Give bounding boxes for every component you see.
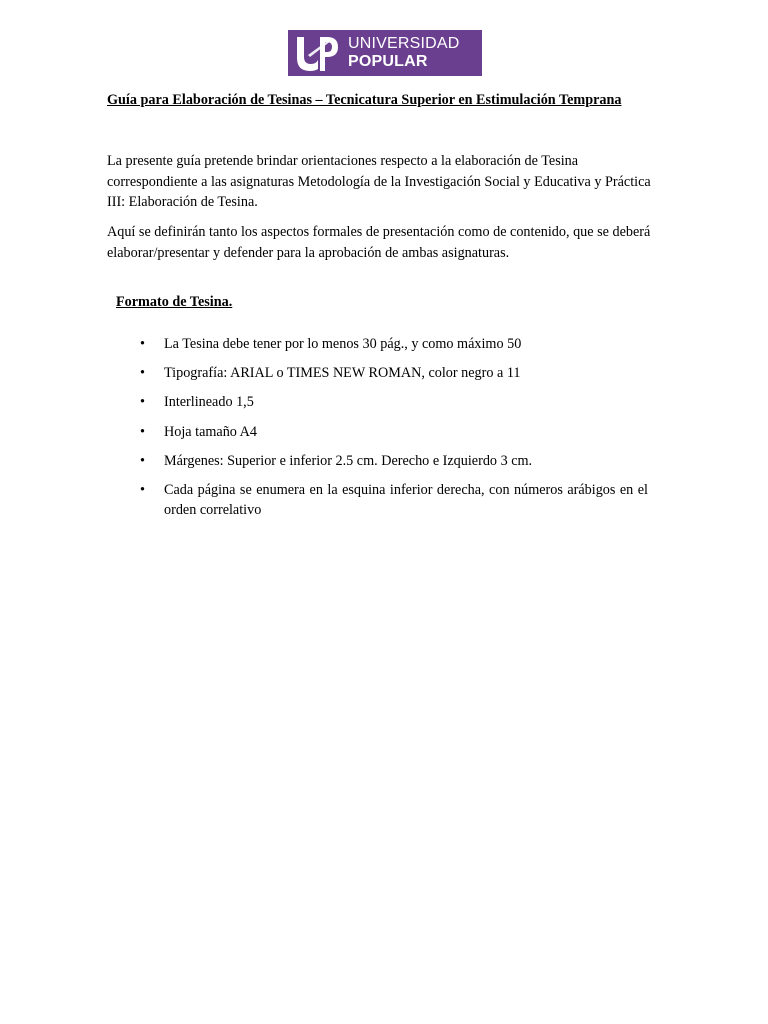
bullet-icon: • — [140, 365, 145, 382]
list-item — [136, 392, 648, 413]
list-item — [136, 422, 648, 443]
list-item-text: Hoja tamaño A4 — [164, 423, 257, 440]
university-logo — [288, 30, 482, 76]
logo-line-universidad: UNIVERSIDAD — [348, 35, 460, 52]
list-item-text: Interlineado 1,5 — [164, 394, 254, 411]
document-title: Guía para Elaboración de Tesinas – Tecnicatura Superior en Estimulación Temprana — [107, 92, 622, 108]
logo-line-popular: POPULAR — [348, 53, 428, 70]
list-item-text: Cada página se enumera en la esquina inferior derecha, con números arábigos en el orden correlativo — [164, 481, 648, 519]
list-item-text: Tipografía: ARIAL o TIMES NEW ROMAN, color negro a 11 — [164, 365, 521, 382]
list-item-text: Márgenes: Superior e inferior 2.5 cm. Derecho e Izquierdo 3 cm. — [164, 452, 533, 469]
bullet-icon: • — [140, 452, 145, 469]
bullet-icon: • — [140, 481, 145, 498]
logo-wordmark — [348, 36, 460, 70]
intro-paragraph: La presente guía pretende brindar orientaciones respecto a la elaboración de Tesina correspondiente a las asignaturas Metodología de la Investigación Social y Educativa y Práctica III: Elaboración de Tesina. — [107, 153, 651, 210]
list-item — [136, 363, 648, 384]
bullet-icon: • — [140, 423, 145, 440]
list-item — [136, 451, 648, 472]
list-item-text: La Tesina debe tener por lo menos 30 pág., y como máximo 50 — [164, 336, 522, 352]
scope-paragraph: Aquí se definirán tanto los aspectos formales de presentación como de contenido, que se deberá elaborar/presentar y defender para la aprobación de ambas asignaturas. — [107, 224, 651, 261]
list-item — [136, 480, 648, 521]
list-item — [136, 334, 648, 355]
format-requirements-list — [136, 334, 648, 530]
bullet-icon: • — [140, 336, 145, 352]
section-heading-formato: Formato de Tesina. — [116, 294, 233, 310]
bullet-icon: • — [140, 394, 145, 411]
up-monogram-icon — [294, 33, 340, 73]
